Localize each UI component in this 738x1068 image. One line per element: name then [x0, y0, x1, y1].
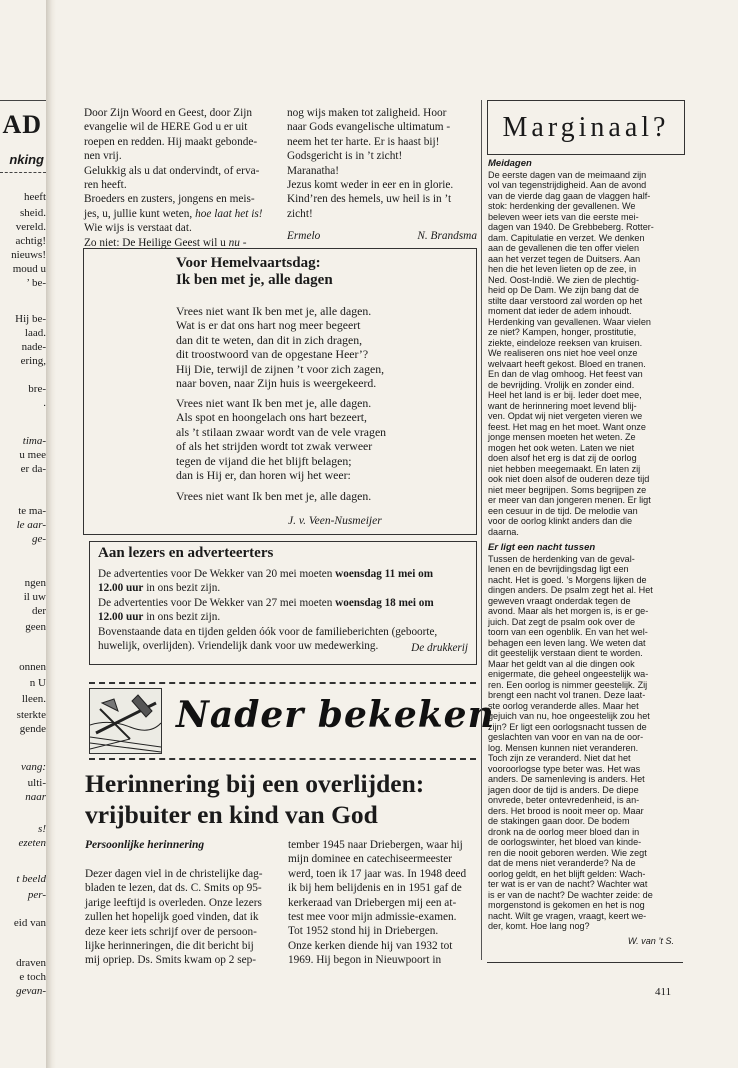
- marginaal-line: er meer van dan jongeren menen. Er ligt: [488, 495, 651, 505]
- marginaal-line: dronk na de oorlog meer bloed dan in: [488, 826, 640, 837]
- poem-author: J. v. Veen-Nusmeijer: [288, 515, 382, 527]
- text-line: Zo niet: De Heilige Geest wil u nu -: [84, 236, 247, 249]
- left-page-line: te ma-: [18, 505, 46, 517]
- marginaal-line: de stakingen gaan door. De bodem: [488, 816, 630, 826]
- marginaal-line: voor de oorlog klinkt anders dan die: [488, 516, 633, 526]
- left-page-line: eid van: [13, 917, 46, 929]
- marginaal-line: dagen van 1940. De Grebbeberg. Rotter-: [488, 222, 654, 232]
- left-page-header-fragment: AD: [2, 110, 42, 139]
- poem-line: Als spot en hoongelach ons hart bezeert,: [176, 410, 367, 425]
- left-page-line: ge-: [31, 533, 46, 545]
- marginaal-signature: W. van ’t S.: [627, 935, 674, 946]
- marginaal-line: log. Mensen kunnen niet veranderen.: [488, 742, 639, 753]
- marginaal-line: anders. De samenleving is anders. Het: [488, 774, 645, 784]
- byline-author: N. Brandsma: [417, 230, 477, 242]
- marginaal-line: vooroorlogse type beter was. Het was: [488, 763, 641, 774]
- left-page-line: e toch: [19, 971, 46, 983]
- left-page-line: ’ be-: [26, 277, 46, 289]
- poem-line: Wat is er dat ons hart nog meer begeert: [176, 318, 361, 333]
- marginaal-line: de oorlogswinter, het bloed van kinde-: [488, 837, 642, 847]
- text-line: lijke herinneringen, die dit bericht bij: [85, 940, 254, 953]
- text-line: nog wijs maken tot zaligheid. Hoor: [287, 107, 447, 119]
- left-page-line: per-: [27, 889, 46, 901]
- marginaal-line: van de vierde dag gaan de vlaggen half-: [488, 190, 651, 201]
- text-line: mijn dominee en catechiseermeester: [288, 853, 453, 866]
- left-page-line: il uw: [23, 591, 46, 603]
- marginaal-line: vol van tegenstrijdigheid. Aan de avond: [488, 180, 647, 190]
- left-page-line: moud u: [12, 263, 46, 275]
- marginaal-line: moment dat ieder de adem inhoudt.: [488, 306, 632, 316]
- marginaal-line: We realiseren ons niet hoe veel onze: [488, 348, 638, 358]
- left-page-line: nade-: [21, 341, 46, 353]
- marginaal-line: doen alsof het erg is dat zij de oorlog: [488, 453, 637, 463]
- left-page-line: .: [43, 397, 46, 409]
- marginaal-column: [488, 159, 686, 946]
- left-page-line: s!: [38, 823, 46, 835]
- marginaal-line: behagen een leven lang. We weten dat: [488, 637, 646, 648]
- section-title: Nader bekeken: [176, 694, 495, 736]
- text-line: Jezus komt weder in eer en in glorie.: [287, 179, 454, 192]
- marginaal-line: enigermate, die geheel ongeestelijk wa-: [488, 669, 649, 679]
- text-line: jarige leeftijd is overleden. Onze lezers: [85, 896, 262, 909]
- left-page-subhead-fragment: nking: [9, 152, 44, 167]
- marginaal-line: dit geestelijk verstaan dient te worden.: [488, 648, 643, 658]
- left-page-line: ezeten: [18, 837, 46, 849]
- text-line: mij opriep. Ds. Smits kwam op 2 sep-: [85, 954, 257, 967]
- marginaal-line: nacht. Het is goed. ’s Morgens lijken de: [488, 574, 647, 585]
- poem-line: Vrees niet want Ik ben met je, alle dagen.: [176, 396, 372, 410]
- text-line: Door Zijn Woord en Geest, door Zijn: [84, 107, 252, 119]
- left-page-line: vang:: [20, 761, 46, 773]
- marginaal-line: Maar het geldt van al die dingen ook: [488, 658, 635, 669]
- article-subhead: Persoonlijke herinnering: [85, 839, 205, 851]
- notice-body: De advertenties voor De Wekker van 20 mei moeten woensdag 11 mei om 12.00 uur in ons bezit zijn. De advertenties voor De Wekker van 27 mei moeten woensdag 18 mei om 12.00 uur in ons bezit zijn. Bovenstaande data en tijden gelden óók voor de familieberichten (geboorte, huwelijk, overlijden). Vriendelijk dank voor uw medewerking.: [98, 568, 438, 653]
- page-number: 411: [655, 986, 672, 998]
- article-col-b: [288, 838, 478, 968]
- text-line: Tot 1952 stond hij in Driebergen.: [288, 925, 439, 938]
- section-rule-top: [89, 682, 476, 684]
- article-top-col-1: [84, 106, 276, 250]
- marginaal-line: ven. Opdat wij niet vergeten vieren we: [488, 411, 643, 421]
- notice-title: Aan lezers en adverteerters: [98, 545, 274, 561]
- left-page-line: nieuws!: [11, 249, 46, 261]
- poem-line: of als het strijden wordt tot zwak verweer: [176, 439, 373, 454]
- left-page-fragment: [0, 60, 48, 1068]
- text-line: ik bij hem belijdenis en in 1951 gaf de: [288, 882, 462, 895]
- notice-box: [89, 541, 477, 665]
- marginaal-line: beleven weer iets van die eerste mei-: [488, 211, 639, 222]
- hammer-icon: [90, 689, 161, 753]
- poem-box: [83, 248, 477, 535]
- poem-stanza-1: [176, 304, 384, 390]
- text-line: neem het ter harte. Er is haast bij!: [287, 135, 440, 148]
- marginaal-line: een cesuur in de tijd. De melodie van: [488, 505, 638, 516]
- left-page-line: n U: [29, 677, 46, 689]
- left-page-line: heeft: [24, 191, 46, 203]
- marginaal-line: ziekte, eindeloze reeksen van kruisen.: [488, 337, 643, 348]
- left-page-line: geen: [25, 621, 46, 633]
- text-line: Onze kerken diende hij van 1932 tot: [288, 939, 453, 952]
- marginaal-line: toorn van een ogenblik. En van het wel-: [488, 627, 648, 637]
- marginaal-line: zijn? Er ligt een oorlogsnacht tussen de: [488, 721, 647, 732]
- marginaal-line: geslachten van voor en van na de oor-: [488, 732, 644, 742]
- poem-line: als ’t stilaan zwaar wordt van de vele vragen: [176, 424, 387, 439]
- left-page-line: u mee: [19, 449, 46, 461]
- poem-line: Vrees niet want Ik ben met je, alle dagen.: [176, 304, 372, 318]
- left-page-line: tima-: [22, 435, 46, 447]
- left-page-line: draven: [16, 957, 46, 969]
- marginaal-line: oorlog geldt, en het blijft gelden: Wach-: [488, 868, 646, 879]
- poem-line: dit troostwoord van de opgestane Heer’?: [176, 347, 369, 362]
- text-line: Dezer dagen viel in de christelijke dag-: [85, 868, 263, 880]
- text-line: kerkeraad van Driebergen mij een at-: [288, 896, 457, 909]
- text-line: 1969. Hij begon in Nieuwpoort in: [288, 954, 442, 967]
- marginaal-line: feest. Het mag en het moet. Want onze: [488, 421, 646, 432]
- left-page-line: sterkte: [16, 709, 46, 721]
- column-divider: [481, 100, 482, 960]
- marginaal-line: ter wat is er van de nacht? Wachter wat: [488, 879, 648, 889]
- marginaal-line: Toch zijn ze veranderd. Niet dat het: [488, 753, 631, 763]
- marginaal-line: Ned. Oost-Indië. We zien de plechtig-: [488, 274, 639, 285]
- marginaal-line: ren. Een oorlog is nimmer geestelijk. Zij: [488, 679, 648, 690]
- left-page-line: bre-: [28, 383, 46, 395]
- marginaal-line: daarna.: [488, 526, 519, 537]
- marginaal-line: dat de mens niet veranderde? Na de: [488, 858, 636, 868]
- marginaal-line: Heel het land is er bij. Ieder doet mee,: [488, 390, 642, 400]
- left-page-line: ngen: [24, 577, 46, 589]
- byline-place: Ermelo: [287, 230, 321, 242]
- left-page-line: sheid.: [20, 207, 46, 219]
- left-page-line: le aar-: [16, 519, 46, 531]
- marginaal-line: heid op De Dam. We zijn bang dat de: [488, 285, 639, 295]
- marginaal-heading-2: Er ligt een nacht tussen: [488, 542, 596, 553]
- marginaal-line: juich. Dat zegt de psalm ook over de: [488, 616, 636, 627]
- marginaal-line: niet meer begrijpen. Soms begrijpen ze: [488, 484, 647, 495]
- marginaal-line: dingen anders. De psalm zegt het al. Het: [488, 585, 653, 595]
- marginaal-line: lenen en de bevrijdingsdag ligt een: [488, 564, 629, 574]
- poem-line: tegen de vijand die het blijft belagen;: [176, 453, 352, 468]
- article-top-col-2: [287, 106, 477, 221]
- marginaal-line: de bevrijding. Vrolijk en zonder eind.: [488, 379, 635, 390]
- text-line: Maranatha!: [287, 164, 340, 177]
- left-page-line: gende: [19, 723, 46, 735]
- page-fold: [46, 0, 56, 1068]
- text-line: roepen en redden. Hij maakt gebonde-: [84, 135, 258, 148]
- left-page-line: naar: [25, 791, 46, 803]
- left-page-line: vereld.: [15, 221, 46, 233]
- article-title: Herinnering bij een overlijden: vrijbuiter en kind van God: [85, 769, 425, 829]
- text-line: Wie wijs is verstaat dat.: [84, 222, 192, 235]
- marginaal-line: is er van de nacht? De wachter zeide: de: [488, 889, 653, 900]
- marginaal-line: hen die het leven lieten op de zee, in: [488, 264, 637, 274]
- marginaal-line: geweven vraagt onderdak tegen de: [488, 595, 631, 606]
- left-page-line: ulti-: [27, 777, 46, 789]
- left-page-line: Hij be-: [15, 313, 46, 325]
- marginaal-line: ook niet doen alsof de ouderen deze tijd: [488, 474, 650, 484]
- marginaal-line: der, komt. Hoe lang nog?: [488, 921, 590, 931]
- marginaal-title: Marginaal?: [502, 112, 670, 143]
- notice-signature: De drukkerij: [411, 642, 468, 654]
- left-page-line: t beeld: [16, 873, 46, 885]
- text-line: Broeders en zusters, jongens en meis-: [84, 193, 255, 206]
- marginaal-line: dam. Capitulatie en verzet. We denken: [488, 232, 645, 243]
- marginaal-line: De eerste dagen van de meimaand zijn: [488, 169, 647, 180]
- marginaal-paragraph-2: [488, 554, 686, 932]
- marginaal-line: jonge mensen moeten het weten. Ze: [488, 432, 636, 442]
- marginaal-line: morgenstond is gekomen en het is nog: [488, 900, 645, 910]
- marginaal-line: Tussen de herdenking van de geval-: [488, 553, 635, 564]
- text-line: Kind’ren des hemels, uw heil is in ’t: [287, 193, 452, 206]
- article-col-a: [85, 867, 275, 968]
- poem-line: Hij Die, terwijl de zijnen ’t voor zich zagen,: [176, 361, 385, 376]
- text-line: zicht!: [287, 207, 313, 220]
- marginaal-line: avond. Maar als het morgen is, is er ge-: [488, 606, 649, 616]
- marginaal-line: Herdenking van gevallenen. Waar vielen: [488, 316, 651, 327]
- marginaal-line: stok: herdenking der gevallenen. We: [488, 201, 636, 211]
- marginaal-header-box: [487, 100, 685, 155]
- text-line: deze keer iets schrijf over de persoon-: [85, 925, 257, 938]
- text-line: ren heeft.: [84, 179, 127, 192]
- left-page-line: ering,: [20, 355, 46, 367]
- poem-title-1: Voor Hemelvaartsdag:: [176, 255, 321, 271]
- poem-line: naar boven, naar Zijn huis is weergekeerd.: [176, 376, 377, 391]
- poem-stanza-3: Vrees niet want Ik ben met je, alle dagen.: [176, 489, 372, 503]
- text-line: Godsgericht is in ’t zicht!: [287, 150, 403, 163]
- marginaal-line: want de herinnering moet levend blij-: [488, 400, 637, 411]
- text-line: werd, toen ik 17 jaar was. In 1948 deed: [288, 867, 467, 880]
- marginaal-heading-1: Meidagen: [488, 158, 532, 169]
- poem-title-2: Ik ben met je, alle dagen: [176, 272, 333, 288]
- marginaal-line: onvrede, beter ontevredenheid, is an-: [488, 795, 640, 805]
- left-page-line: laad.: [24, 327, 46, 339]
- marginaal-line: aan de gevallenen die ten offer vielen: [488, 243, 640, 253]
- marginaal-line: jagen door de tijd is anders. De diepe: [488, 784, 639, 795]
- left-page-line: er da-: [20, 463, 46, 475]
- marginaal-bottom-rule: [487, 962, 683, 963]
- marginaal-line: ze niet? Kampen, honger, prostitutie,: [488, 327, 637, 337]
- poem-line: dan dit te weten, dan dit in zich dragen,: [176, 332, 363, 347]
- marginaal-line: brengt een nacht vol tranen. Deze laat-: [488, 690, 646, 700]
- marginaal-line: nacht. Wilt ge vragen, vraagt, keert we-: [488, 910, 647, 921]
- marginaal-line: ders. Het brood is nooit meer op. Maar: [488, 805, 644, 816]
- marginaal-line: niet hebben meegemaakt. En laten zij: [488, 463, 641, 474]
- text-line: jes, u, jullie kunt weten, hoe laat het is!: [84, 207, 263, 220]
- left-page-line: der: [31, 605, 46, 617]
- poem-line: dan is Hij er, dan horen wij het weer:: [176, 468, 351, 483]
- poem-stanza-2: [176, 396, 386, 482]
- text-line: zullen het hopelijk goed vinden, dat ik: [85, 911, 259, 924]
- text-line: bladen te lezen, dat ds. C. Smits op 95-: [85, 882, 262, 895]
- marginaal-line: aan het verzet tegen de Duitsers. Aan: [488, 253, 641, 264]
- marginaal-line: ren die nooit geboren werden. Wie zegt: [488, 847, 647, 858]
- text-line: nen vrij.: [84, 150, 122, 163]
- text-line: Gelukkig als u dat ondervindt, of erva-: [84, 164, 260, 177]
- left-page-line: lleen.: [21, 693, 46, 705]
- marginaal-line: gejuich van nu, hoe ongeestelijk zou het: [488, 711, 650, 721]
- marginaal-line: welvaart heeft gekost. Bloed en tranen.: [488, 358, 646, 369]
- left-page-line: onnen: [19, 661, 46, 673]
- text-line: naar Gods evangelische ultimatum -: [287, 121, 451, 134]
- hammer-illustration: [89, 688, 162, 754]
- left-page-line: achtig!: [15, 235, 46, 247]
- marginaal-paragraph-1: [488, 170, 686, 538]
- marginaal-line: En dan de vlag omhoog. Het feest van: [488, 369, 643, 379]
- left-page-line: gevan-: [16, 985, 46, 997]
- marginaal-line: mogen het ook weten. Laten we niet: [488, 442, 635, 453]
- marginaal-line: ste oorlog veranderde alles. Maar het: [488, 700, 639, 711]
- section-rule-bottom: [89, 758, 476, 760]
- text-line: test mee voor mijn admissie-examen.: [288, 911, 457, 924]
- marginaal-line: stilte daar verstoord zal worden op het: [488, 295, 643, 306]
- text-line: tember 1945 naar Driebergen, waar hij: [288, 839, 463, 851]
- text-line: evangelie wil de HERE God u er uit: [84, 121, 248, 134]
